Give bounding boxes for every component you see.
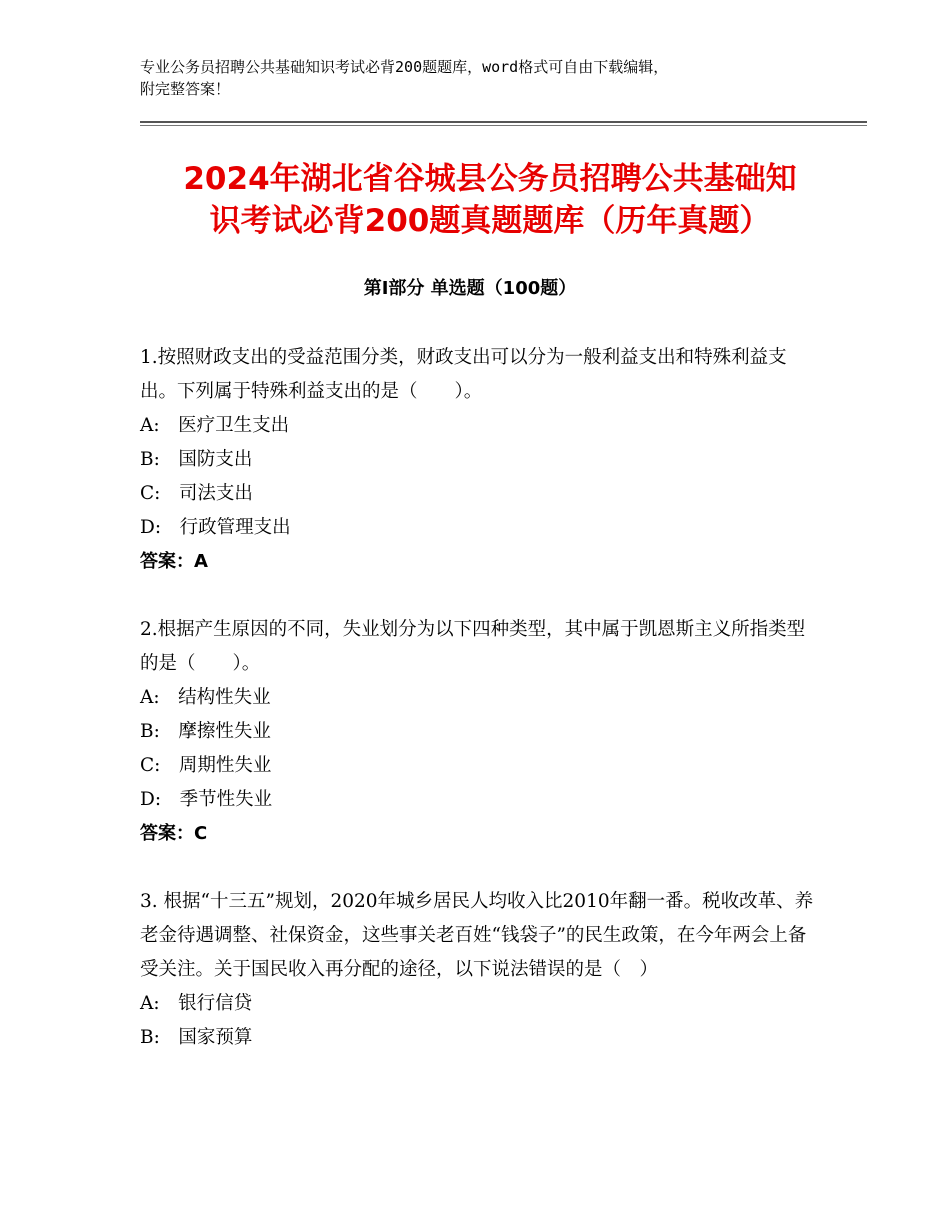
question-option-a: A: 结构性失业 — [140, 687, 271, 708]
question-stem: 2.根据产生原因的不同，失业划分为以下四种类型，其中属于凯恩斯主义所指类型的是（ ）。 — [140, 619, 806, 674]
document-title-line-2: 识考试必背200题真题题库（历年真题） — [209, 203, 771, 239]
question-option-c: C: 周期性失业 — [140, 755, 272, 776]
header-note-line-1: 专业公务员招聘公共基础知识考试必背200题题库，word格式可自由下载编辑， — [140, 58, 669, 76]
question-option-d: D: 季节性失业 — [140, 789, 273, 810]
question-list — [140, 341, 820, 1089]
question-3 — [140, 885, 820, 1055]
question-stem: 1.按照财政支出的受益范围分类，财政支出可以分为一般利益支出和特殊利益支出。下列属于特殊利益支出的是（ ）。 — [140, 347, 787, 402]
header-rule-thin — [140, 125, 867, 126]
header-note — [140, 56, 820, 100]
document-title — [140, 158, 840, 242]
document-title-line-1: 2024年湖北省谷城县公务员招聘公共基础知 — [183, 161, 797, 197]
question-option-b: B: 摩擦性失业 — [140, 721, 271, 742]
header-note-line-2: 附完整答案！ — [140, 80, 231, 98]
question-option-c: C: 司法支出 — [140, 483, 253, 504]
header-rule-thick — [140, 121, 867, 123]
question-option-d: D: 行政管理支出 — [140, 517, 291, 538]
question-option-a: A: 医疗卫生支出 — [140, 415, 290, 436]
section-heading: 第Ⅰ部分 单选题（100题） — [363, 278, 577, 299]
question-option-a: A: 银行信贷 — [140, 993, 253, 1014]
question-answer: 答案：A — [140, 551, 208, 572]
question-answer: 答案：C — [140, 823, 208, 844]
question-stem: 3. 根据“十三五”规划，2020年城乡居民人均收入比2010年翻一番。税收改革、养老金待遇调整、社保资金，这些事关老百姓“钱袋子”的民生政策，在今年两会上备受关注。关于国民收入再分配的途径，以下说法错误的是（ ） — [140, 891, 814, 980]
question-1 — [140, 341, 820, 579]
question-option-b: B: 国家预算 — [140, 1027, 253, 1048]
question-2 — [140, 613, 820, 851]
question-option-b: B: 国防支出 — [140, 449, 253, 470]
